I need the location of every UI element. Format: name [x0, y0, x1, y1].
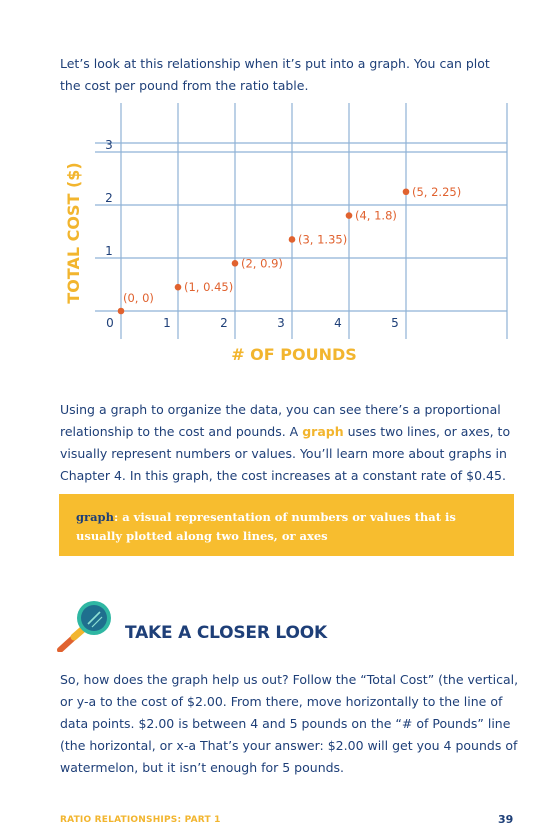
- cost-graph: [55, 100, 515, 375]
- data-point: [346, 212, 353, 219]
- data-point: [403, 188, 410, 195]
- x-tick-label: 5: [391, 316, 399, 330]
- body-text-2: uses two lines, or axes, to visually represent numbers or values. You’ll learn more about graphs in Chapter 4. In this graph, the cost increases at a constant rate of $0.45.: [60, 423, 511, 483]
- glossary-definition: : a visual representation of numbers or values that is usually plotted along two lines, or axes: [76, 510, 456, 543]
- y-axis-title: TOTAL COST ($): [64, 162, 83, 304]
- x-axis-title: # OF POUNDS: [231, 345, 357, 364]
- x-tick-label: 4: [334, 316, 342, 330]
- x-tick-label: 1: [163, 316, 171, 330]
- glossary-box: [59, 494, 514, 556]
- data-point-label: (1, 0.45): [184, 280, 234, 295]
- data-point-label: (3, 1.35): [298, 232, 348, 247]
- y-tick-label: 3: [105, 138, 113, 152]
- data-point: [289, 236, 296, 243]
- data-point-label: (2, 0.9): [241, 256, 283, 271]
- data-point: [175, 284, 182, 291]
- closer-look-title: TAKE A CLOSER LOOK: [125, 623, 327, 643]
- y-tick-label: 2: [105, 191, 113, 205]
- magnifying-glass-icon: [56, 600, 118, 652]
- intro-paragraph: Let’s look at this relationship when it’s put into a graph. You can plot the cost per pound from the ratio table.: [60, 55, 490, 93]
- chart-grid: [95, 103, 507, 339]
- closer-look-text: So, how does the graph help us out? Follow the “Total Cost” (the vertical, or y-a to the cost of $2.00. From there, move horizontally to the line of data points. $2.00 is between 4 and 5 pounds on the “# of Pounds” line (the horizontal, or x-a That’s your answer: $2.00 will get you 4 pounds of watermelon, but it isn’t enough for 5 pounds.: [60, 671, 519, 775]
- x-tick-label: 2: [220, 316, 228, 330]
- data-point-label: (5, 2.25): [412, 184, 462, 199]
- chart-points: [118, 185, 462, 315]
- y-tick-label: 1: [105, 244, 113, 258]
- page-number: 39: [498, 813, 514, 826]
- x-tick-label: 3: [277, 316, 285, 330]
- data-point-label: (4, 1.8): [355, 208, 397, 223]
- data-point: [118, 308, 125, 315]
- data-point: [232, 260, 239, 267]
- body-text-1: Using a graph to organize the data, you can see there’s a proportional relationship to the cost and pounds. A: [60, 401, 501, 439]
- glossary-term: graph: [76, 510, 114, 524]
- data-point-label: (0, 0): [123, 291, 154, 305]
- x-tick-label: 0: [106, 316, 114, 330]
- footer-chapter: RATIO RELATIONSHIPS: PART 1: [60, 815, 221, 825]
- graph-term-highlight: graph: [302, 423, 344, 439]
- graph-explanation: [60, 399, 515, 487]
